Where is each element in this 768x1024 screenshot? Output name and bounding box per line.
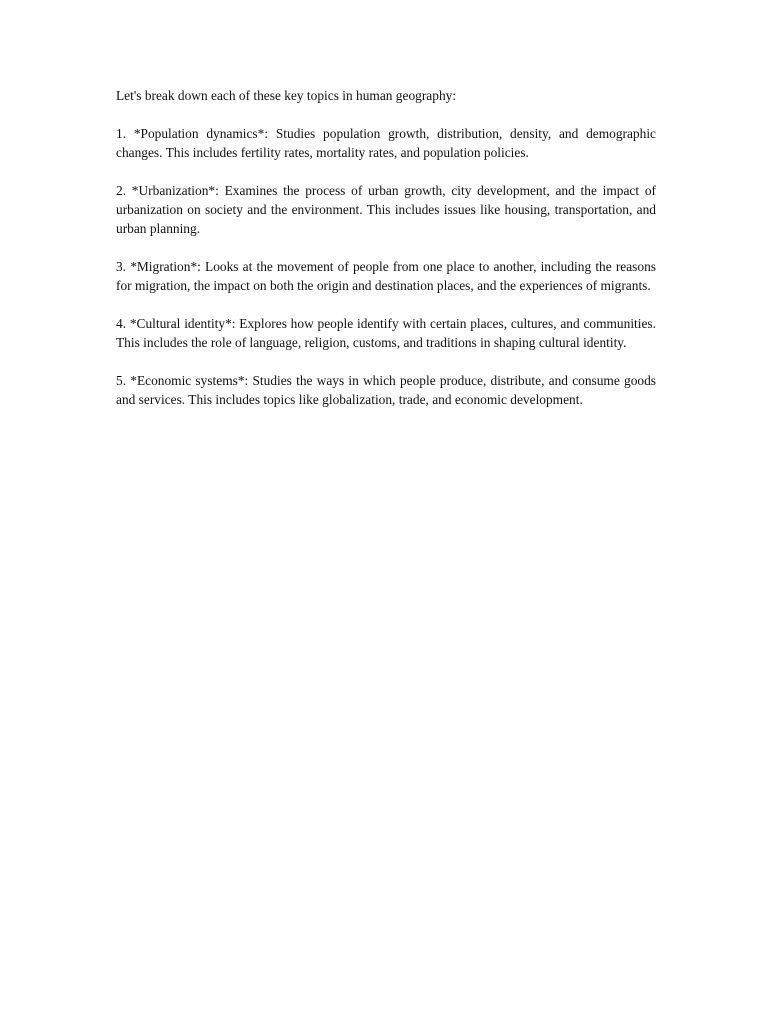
intro-paragraph: Let's break down each of these key topics in human geography: [116, 88, 457, 103]
document-page [116, 86, 656, 428]
topic-migration: 3. *Migration*: Looks at the movement of people from one place to another, including the reasons for migration, the impact on both the origin and destination places, and the experiences of migrants. [116, 259, 656, 293]
topic-cultural-identity: 4. *Cultural identity*: Explores how people identify with certain places, cultures, and communities. This includes the role of language, religion, customs, and traditions in shaping cultural identity. [116, 316, 656, 350]
topic-urbanization: 2. *Urbanization*: Examines the process of urban growth, city development, and the impact of urbanization on society and the environment. This includes issues like housing, transportation, and urban planning. [116, 183, 656, 236]
topic-economic-systems: 5. *Economic systems*: Studies the ways in which people produce, distribute, and consume goods and services. This includes topics like globalization, trade, and economic development. [116, 373, 656, 407]
topic-population-dynamics: 1. *Population dynamics*: Studies population growth, distribution, density, and demographic changes. This includes fertility rates, mortality rates, and population policies. [116, 126, 656, 160]
